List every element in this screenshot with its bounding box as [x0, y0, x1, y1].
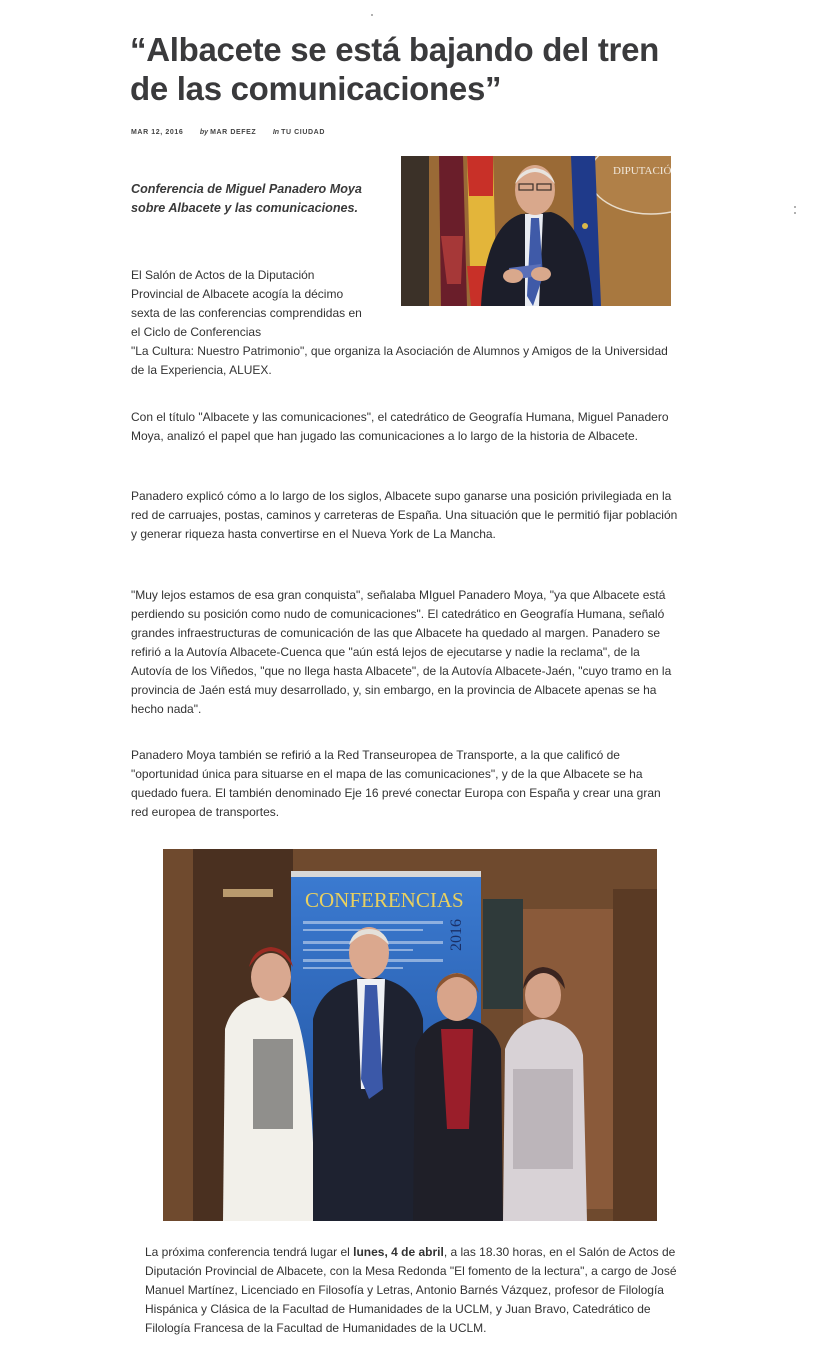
by-prefix: by — [199, 129, 209, 136]
poster-year: 2016 — [448, 919, 465, 951]
paragraph-1a: El Salón de Actos de la Diputación Provincial de Albacete acogía la décimo sexta de las conferencias comprendidas en el Ciclo de Conferencias — [131, 268, 362, 339]
article-author[interactable]: MAR DEFEZ — [210, 129, 257, 136]
paragraph-4: "Muy lejos estamos de esa gran conquista", señalaba MIguel Panadero Moya, "ya que Albacete está perdiendo su posición como nudo de comunicaciones". El catedrático en Geografía Humana, señaló grandes infraestructuras de comunicación de las que Albacete ha quedado al margen. Panadero se refirió a la Autovía Albacete-Cuenca que "aún está lejos de ejecutarse y nadie la reclama", de la Autovía de los Viñedos, "que no llega hasta Albacete", de la Autovía Albacete-Jaén, "cuyo tramo en la provincia de Jaén está muy desarrollado, y, sin embargo, en la provincia de Albacete apenas se ha hecho nada". — [131, 588, 672, 716]
group-photo-graphic — [163, 849, 657, 1221]
closing-part1: La próxima conferencia tendrá lugar el — [145, 1245, 354, 1259]
in-prefix: In — [272, 129, 280, 136]
closing-paragraph — [145, 1243, 693, 1338]
paragraph-1b: "La Cultura: Nuestro Patrimonio", que organiza la Asociación de Alumnos y Amigos de la Universidad de la Experiencia, ALUEX. — [131, 344, 668, 377]
article-lead: Conferencia de Miguel Panadero Moya sobre Albacete y las comunicaciones. — [131, 182, 362, 215]
speaker-photo-graphic — [401, 156, 671, 306]
article-date: MAR 12, 2016 — [131, 129, 184, 136]
poster-title: CONFERENCIAS — [305, 888, 464, 912]
article-title: “Albacete se está bajando del tren de las comunicaciones” — [130, 31, 659, 107]
group-photo — [163, 849, 657, 1221]
scan-speck — [371, 14, 373, 16]
scan-speck — [794, 212, 796, 214]
closing-part2: , a las 18.30 horas, en el Salón de Actos de Diputación Provincial de Albacete, con la Mesa Redonda "El fomento de la lectura", a cargo de José Manuel Martínez, Licenciado en Filosofía y Letras, Antonio Barnés Vázquez, profesor de Filología Hispánica y Clásica de la Facultad de Humanidades de la UCLM, y Juan Bravo, Catedrático de Filología Francesa de la Facultad de Humanidades de la UCLM. — [145, 1245, 677, 1335]
article-category[interactable]: TU CIUDAD — [281, 129, 325, 136]
article-meta — [131, 129, 339, 136]
closing-date: lunes, 4 de abril — [353, 1245, 444, 1259]
speaker-photo — [401, 156, 671, 306]
diputacion-sign: DIPUTACIÓ — [613, 165, 671, 177]
paragraph-3: Panadero explicó cómo a lo largo de los siglos, Albacete supo ganarse una posición privilegiada en la red de carruajes, postas, caminos y carreteras de España. Una situación que le permitió fijar población y generar riqueza hasta convertirse en el Nueva York de La Mancha. — [131, 489, 678, 541]
paragraph-2: Con el título "Albacete y las comunicaciones", el catedrático de Geografía Humana, Miguel Panadero Moya, analizó el papel que han jugado las comunicaciones a lo largo de la historia de Albacete. — [131, 410, 669, 443]
scan-speck — [794, 206, 796, 208]
paragraph-5: Panadero Moya también se refirió a la Red Transeuropea de Transporte, a la que calificó de "oportunidad única para situarse en el mapa de las comunicaciones", y de la que Albacete se ha quedado fuera. El también denominado Eje 16 prevé conectar Europa con España y crear una gran red europea de transportes. — [131, 748, 661, 819]
